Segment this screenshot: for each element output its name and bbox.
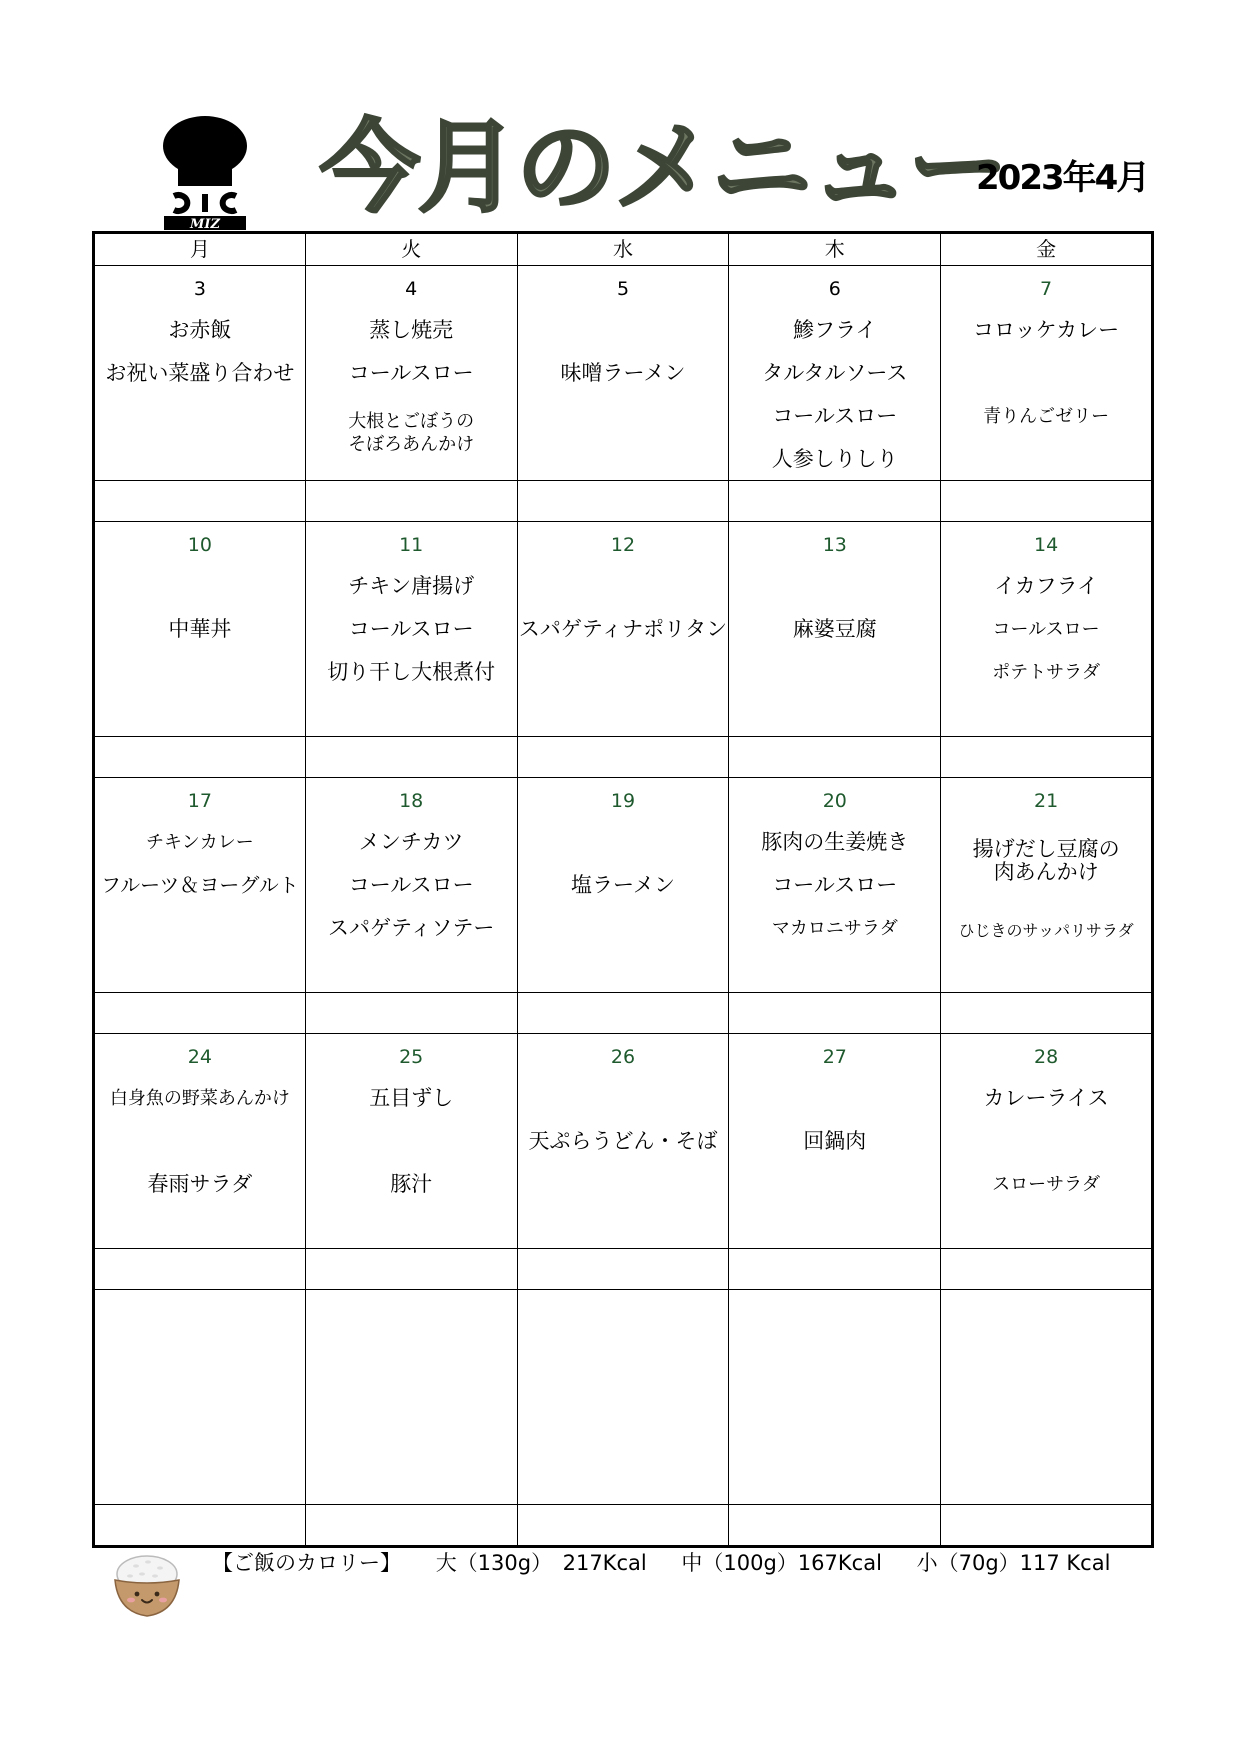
menu-item: コールスロー <box>348 361 474 385</box>
chef-hat-logo <box>150 112 260 230</box>
menu-item: マカロニサラダ <box>771 918 898 939</box>
menu-item: 青りんごゼリー <box>983 406 1110 427</box>
day-number: 26 <box>610 1046 636 1068</box>
rice-large-calorie: 大（130g） 217Kcal <box>435 1551 647 1575</box>
day-number: 20 <box>822 790 847 812</box>
day-cell <box>941 522 1153 737</box>
weekday-header-row <box>94 233 1153 266</box>
menu-item: コールスロー <box>348 873 474 897</box>
day-number: 6 <box>828 278 841 300</box>
day-number: 18 <box>399 790 424 812</box>
menu-calendar <box>92 231 1154 1548</box>
day-number: 28 <box>1034 1046 1059 1068</box>
day-cell <box>517 522 729 737</box>
rice-medium-calorie: 中（100g）167Kcal <box>681 1551 882 1575</box>
menu-item: お祝い菜盛り合わせ <box>105 361 295 385</box>
menu-item: 塩ラーメン <box>571 873 675 897</box>
day-number: 3 <box>193 278 206 300</box>
menu-item: スパゲティソテー <box>328 916 495 940</box>
day-number: 13 <box>822 534 847 556</box>
day-cell <box>941 1290 1153 1505</box>
day-cell <box>517 778 729 993</box>
day-number: 4 <box>405 278 418 300</box>
day-number: 5 <box>616 278 630 300</box>
day-cell <box>94 522 306 737</box>
menu-item: ひじきのサッパリサラダ <box>958 921 1134 940</box>
menu-item: 天ぷらうどん・そば <box>528 1129 718 1153</box>
menu-item: 麻婆豆腐 <box>792 617 877 641</box>
day-number: 7 <box>1040 278 1053 300</box>
day-cell <box>729 1290 941 1505</box>
day-cell <box>94 1034 306 1249</box>
chef-hat-icon <box>163 116 247 186</box>
day-cell <box>729 266 941 481</box>
day-number: 21 <box>1034 790 1059 812</box>
menu-item: 白身魚の野菜あんかけ <box>109 1088 290 1109</box>
week-row-4 <box>94 1034 1153 1249</box>
rice-calorie-heading: 【ご飯のカロリー】 <box>212 1551 401 1575</box>
logo-mark-icon <box>174 194 236 212</box>
menu-item: ポテトサラダ <box>992 662 1100 683</box>
menu-item: コロッケカレー <box>973 318 1120 342</box>
day-number: 14 <box>1034 534 1059 556</box>
day-number: 24 <box>187 1046 212 1068</box>
day-cell <box>94 778 306 993</box>
menu-item: 大根とごぼうの そぼろあんかけ <box>348 411 475 455</box>
day-cell <box>305 778 517 993</box>
weekday-thu: 木 <box>729 233 941 266</box>
menu-item: 豚肉の生姜焼き <box>761 830 909 854</box>
day-cell <box>941 266 1153 481</box>
menu-item: お赤飯 <box>168 318 232 342</box>
menu-item: タルタルソース <box>762 361 908 385</box>
spacer-row <box>94 993 1153 1034</box>
day-cell <box>729 1034 941 1249</box>
day-number: 12 <box>610 534 636 556</box>
menu-item: フルーツ＆ヨーグルト <box>100 873 299 897</box>
spacer-row <box>94 481 1153 522</box>
day-cell <box>941 1034 1153 1249</box>
menu-item: 春雨サラダ <box>147 1172 253 1196</box>
menu-month: 2023年4月 <box>976 158 1149 198</box>
week-row-3 <box>94 778 1153 993</box>
menu-item: スパゲティナポリタン <box>518 617 728 641</box>
day-cell <box>517 1034 729 1249</box>
menu-item: 五目ずし <box>369 1086 454 1110</box>
menu-item: 回鍋肉 <box>803 1129 867 1153</box>
day-number: 25 <box>399 1046 424 1068</box>
menu-item: 蒸し焼売 <box>369 318 454 342</box>
menu-item: コールスロー <box>772 404 898 428</box>
week-row-5 <box>94 1290 1153 1505</box>
menu-item: カレーライス <box>983 1086 1109 1110</box>
day-cell <box>729 522 941 737</box>
menu-item: メンチカツ <box>358 830 464 854</box>
day-cell <box>305 1034 517 1249</box>
spacer-row <box>94 737 1153 778</box>
menu-item: 味噌ラーメン <box>560 361 686 385</box>
spacer-row <box>94 1505 1153 1547</box>
day-cell <box>94 266 306 481</box>
spacer-row <box>94 1249 1153 1290</box>
day-cell <box>305 522 517 737</box>
day-cell <box>305 266 517 481</box>
day-cell <box>517 1290 729 1505</box>
menu-item: 中華丼 <box>168 617 232 641</box>
day-number: 10 <box>187 534 212 556</box>
weekday-fri: 金 <box>941 233 1153 266</box>
menu-item: スローサラダ <box>992 1174 1100 1195</box>
menu-item: チキン唐揚げ <box>348 574 475 598</box>
day-number: 19 <box>610 790 636 812</box>
week-row-1 <box>94 266 1153 481</box>
day-cell <box>517 266 729 481</box>
rice-small-calorie: 小（70g）117 Kcal <box>916 1551 1111 1575</box>
menu-item: 人参しりしり <box>771 447 898 471</box>
rice-bowl-icon <box>108 1550 186 1622</box>
day-number: 17 <box>187 790 212 812</box>
menu-item: 揚げだし豆腐の 肉あんかけ <box>972 837 1120 884</box>
logo-text: MIZ <box>190 217 220 230</box>
menu-item: コールスロー <box>992 619 1100 640</box>
day-number: 27 <box>822 1046 847 1068</box>
weekday-tue: 火 <box>305 233 517 266</box>
day-cell <box>305 1290 517 1505</box>
menu-item: チキンカレー <box>145 832 254 853</box>
menu-item: 切り干し大根煮付 <box>327 660 496 684</box>
weekday-mon: 月 <box>94 233 306 266</box>
menu-item: コールスロー <box>772 873 898 897</box>
menu-item: コールスロー <box>348 617 474 641</box>
day-cell <box>729 778 941 993</box>
week-row-2 <box>94 522 1153 737</box>
weekday-wed: 水 <box>517 233 729 266</box>
day-cell <box>941 778 1153 993</box>
rice-calorie-note <box>212 1549 1138 1577</box>
menu-item: 鯵フライ <box>793 318 877 342</box>
menu-item: 豚汁 <box>390 1172 433 1196</box>
day-number: 11 <box>399 534 424 556</box>
day-cell <box>94 1290 306 1505</box>
page-title: 今月のメニュー <box>320 109 1006 226</box>
menu-item: イカフライ <box>994 574 1098 598</box>
